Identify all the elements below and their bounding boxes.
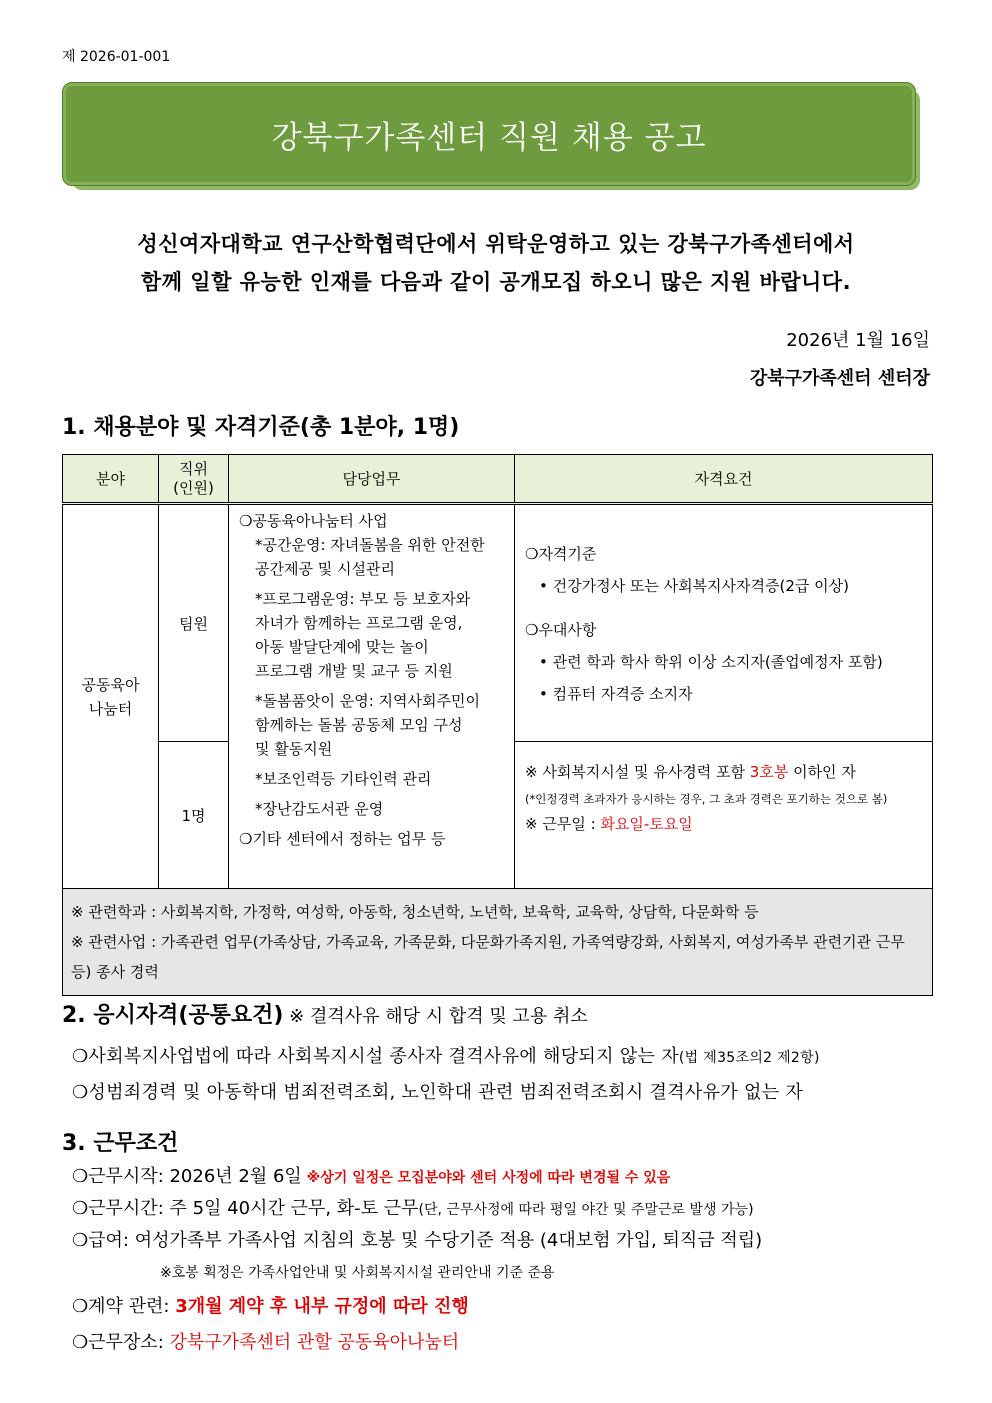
field-line-1: 공동육아 [81,675,140,694]
section-2-title: 2. 응시자격(공통요건) [62,1003,284,1028]
header-position-b: (인원) [173,478,214,497]
header-duties: 담당업무 [229,455,515,504]
duty-item: 공간제공 및 시설관리 [255,560,395,578]
qualification-top-cell [515,504,933,742]
duty-item: 프로그램 개발 및 교구 등 지원 [255,662,453,680]
workday-line [525,812,932,836]
duties-list [239,509,508,851]
recruitment-table [62,454,933,996]
career-requirement [525,760,932,784]
work-hours [72,1194,754,1220]
table-row [63,504,933,742]
title-banner [62,82,916,186]
preference-title: ❍우대사항 [525,621,597,639]
field-line-2: 나눔터 [88,699,133,718]
duty-item: ❍기타 센터에서 정하는 업무 등 [239,830,446,848]
work-place [72,1328,459,1354]
eligibility-item-2: ❍성범죄경력 및 아동학대 범죄전력조회, 노인학대 관련 범죄전력조회시 결격사유가 없는 자 [72,1082,804,1103]
field-cell [63,504,159,889]
work-start-text: ❍근무시작: 2026년 2월 6일 [72,1166,302,1187]
work-hours-text: ❍근무시간: 주 5일 40시간 근무, 화-토 근무 [72,1198,419,1219]
eligibility-law-ref: (법 제35조의2 제2항) [678,1050,820,1066]
duty-item: *장난감도서관 운영 [255,800,384,818]
workday-highlight: 화요일-토요일 [600,815,693,834]
duty-item: 아동 발달단계에 맞는 놀이 [255,638,429,656]
header-position [159,455,229,504]
duty-item: ❍공동육아나눔터 사업 [239,512,388,530]
contract [72,1292,469,1318]
section-2-subtitle: ※ 결격사유 해당 시 합격 및 고용 취소 [283,1006,588,1027]
eligibility-text-1: ❍사회복지사업법에 따라 사회복지시설 종사자 결격사유에 해당되지 않는 자 [72,1046,679,1067]
duty-item: *돌봄품앗이 운영: 지역사회주민이 [255,692,480,710]
document-number: 제 2026-01-001 [62,49,171,65]
intro-line-2: 함께 일할 유능한 인재를 다음과 같이 공개모집 하오니 많은 지원 바랍니다. [140,270,852,294]
career-highlight: 3호봉 [749,763,789,781]
note-related-majors: ※ 관련학과 : 사회복지학, 가정학, 여성학, 아동학, 청소년학, 노년학, 보육학, 교육학, 상담학, 다문화학 등 [71,903,759,921]
eligibility-item-1 [72,1042,820,1068]
career-note: (*인정경력 초과자가 응시하는 경우, 그 초과 경력은 포기하는 것으로 봄) [525,792,888,806]
header-qualifications: 자격요건 [515,455,933,504]
count-cell: 1명 [159,742,229,889]
note-related-work: ※ 관련사업 : 가족관련 업무(가족상담, 가족교육, 가족문화, 다문화가족지원, 가족역량강화, 사회복지, 여성가족부 관련기관 근무 등) 종사 경력 [71,933,905,981]
page-title: 강북구가족센터 직원 채용 공고 [271,119,707,156]
work-hours-note: (단, 근무사정에 따라 평일 야간 및 주말근로 발생 가능) [418,1202,754,1218]
work-place-label: ❍근무장소: [72,1332,170,1353]
duties-cell [229,504,515,889]
duty-item: *보조인력등 기타인력 관리 [255,770,432,788]
contract-label: ❍계약 관련: [72,1296,176,1317]
notes-cell [63,889,933,996]
contract-text: 3개월 계약 후 내부 규정에 따라 진행 [175,1296,469,1317]
duty-item: *공간운영: 자녀돌봄을 위한 안전한 [255,536,485,554]
section-2-heading [62,998,588,1029]
issuer: 강북구가족센터 센터장 [749,368,930,389]
career-text: ※ 사회복지시설 및 유사경력 포함 [525,763,750,781]
duty-item: 함께하는 돌봄 공동체 모임 구성 [255,716,463,734]
position-cell: 팀원 [159,504,229,742]
table-header-row [63,455,933,504]
qualification-bottom-cell [515,742,933,889]
intro-line-1: 성신여자대학교 연구산학협력단에서 위탁운영하고 있는 강북구가족센터에서 [137,232,855,256]
preference-item-1: • 관련 학과 학사 학위 이상 소지자(졸업예정자 포함) [539,653,883,671]
salary: ❍급여: 여성가족부 가족사업 지침의 호봉 및 수당기준 적용 (4대보험 가입, 퇴직금 적립) [72,1230,763,1251]
duty-item: 자녀가 함께하는 프로그램 운영, [255,614,463,632]
criteria-item: • 건강가정사 또는 사회복지사자격증(2급 이상) [539,577,849,595]
preference-item-2: • 컴퓨터 자격증 소지자 [539,685,693,703]
header-field: 분야 [63,455,159,504]
duty-item: 및 활동지원 [255,740,333,758]
duty-item: *프로그램운영: 부모 등 보호자와 [255,590,471,608]
section-3-title: 3. 근무조건 [62,1131,179,1156]
table-notes-row [63,889,933,996]
work-start [72,1162,670,1188]
salary-note: ※호봉 획정은 가족사업안내 및 사회복지시설 관리안내 기준 준용 [160,1265,555,1281]
work-place-text: 강북구가족센터 관할 공동육아나눔터 [169,1332,460,1353]
criteria-title: ❍자격기준 [525,545,597,563]
workday-label: ※ 근무일 : [525,815,601,834]
section-1-title: 1. 채용분야 및 자격기준(총 1분야, 1명) [62,415,460,440]
work-start-note: ※상기 일정은 모집분야와 센터 사정에 따라 변경될 수 있음 [301,1170,671,1186]
announcement-date: 2026년 1월 16일 [786,330,930,351]
header-position-a: 직위 [179,459,208,478]
career-text-end: 이하인 자 [788,763,856,781]
